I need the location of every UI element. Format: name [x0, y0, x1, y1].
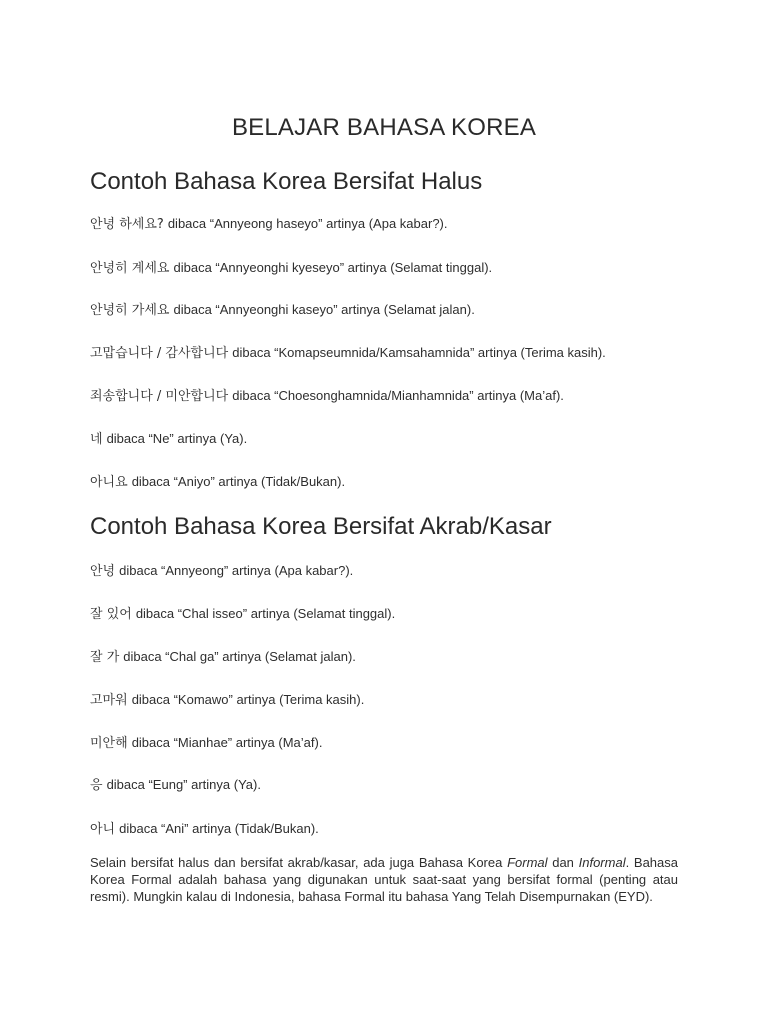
korean-phrase: 네: [90, 432, 103, 447]
korean-phrase: 고마워: [90, 693, 128, 708]
list-item: [90, 774, 261, 793]
list-item: [90, 689, 364, 708]
phrase-explanation: dibaca “Choesonghamnida/Mianhamnida” artinya (Ma’af).: [232, 388, 564, 403]
list-item: [90, 732, 322, 751]
paragraph-emphasis-informal: Informal: [578, 855, 626, 870]
list-item: [90, 385, 564, 404]
document-title: BELAJAR BAHASA KOREA: [231, 114, 537, 141]
list-item: [90, 213, 448, 232]
paragraph-text: Selain bersifat halus dan bersifat akrab/kasar, ada juga Bahasa Korea: [90, 855, 508, 870]
korean-phrase: 아니: [90, 822, 116, 837]
section-heading-akrab: Contoh Bahasa Korea Bersifat Akrab/Kasar: [90, 513, 552, 540]
list-item: [90, 818, 319, 837]
phrase-explanation: dibaca “Annyeong” artinya (Apa kabar?).: [119, 563, 354, 578]
paragraph-emphasis-formal: Formal: [507, 855, 548, 870]
list-item: [90, 646, 356, 665]
list-item: [90, 603, 395, 622]
paragraph-text: . Bahasa Korea Formal adalah bahasa yang digunakan untuk saat-saat yang bersifat formal (penting atau resmi). Mungkin kalau di Indonesia, bahasa Formal itu bahasa Yang Telah Disempurnakan (EYD).: [90, 855, 678, 904]
korean-phrase: 잘 있어: [90, 607, 132, 622]
list-item: [90, 428, 247, 447]
korean-phrase: 안녕히 계세요: [90, 261, 170, 276]
phrase-explanation: dibaca “Chal isseo” artinya (Selamat tinggal).: [135, 606, 396, 621]
phrase-explanation: dibaca “Annyeong haseyo” artinya (Apa kabar?).: [167, 216, 448, 231]
phrase-explanation: dibaca “Ne” artinya (Ya).: [106, 431, 248, 446]
list-item: [90, 257, 492, 276]
list-item: [90, 560, 353, 579]
korean-phrase: 죄송합니다 / 미안합니다: [90, 389, 229, 404]
korean-phrase: 잘 가: [90, 650, 120, 665]
korean-phrase: 미안해: [90, 736, 128, 751]
section-heading-halus: Contoh Bahasa Korea Bersifat Halus: [90, 168, 483, 195]
list-item: [90, 342, 606, 361]
paragraph-text: dan: [547, 855, 579, 870]
korean-phrase: 안녕 하세요?: [90, 217, 164, 232]
phrase-explanation: dibaca “Komapseumnida/Kamsahamnida” artinya (Terima kasih).: [232, 345, 606, 360]
phrase-explanation: dibaca “Annyeonghi kaseyo” artinya (Selamat jalan).: [173, 302, 475, 317]
phrase-explanation: dibaca “Komawo” artinya (Terima kasih).: [131, 692, 365, 707]
phrase-explanation: dibaca “Aniyo” artinya (Tidak/Bukan).: [131, 474, 346, 489]
phrase-explanation: dibaca “Chal ga” artinya (Selamat jalan).: [123, 649, 356, 664]
phrase-explanation: dibaca “Eung” artinya (Ya).: [106, 777, 261, 792]
body-paragraph: [90, 854, 678, 905]
phrase-explanation: dibaca “Annyeonghi kyeseyo” artinya (Selamat tinggal).: [173, 260, 493, 275]
phrase-explanation: dibaca “Ani” artinya (Tidak/Bukan).: [119, 821, 319, 836]
korean-phrase: 응: [90, 778, 103, 793]
list-item: [90, 471, 345, 490]
korean-phrase: 안녕: [90, 564, 116, 579]
korean-phrase: 아니요: [90, 475, 128, 490]
korean-phrase: 고맙습니다 / 감사합니다: [90, 346, 229, 361]
korean-phrase: 안녕히 가세요: [90, 303, 170, 318]
list-item: [90, 299, 475, 318]
phrase-explanation: dibaca “Mianhae” artinya (Ma’af).: [131, 735, 323, 750]
